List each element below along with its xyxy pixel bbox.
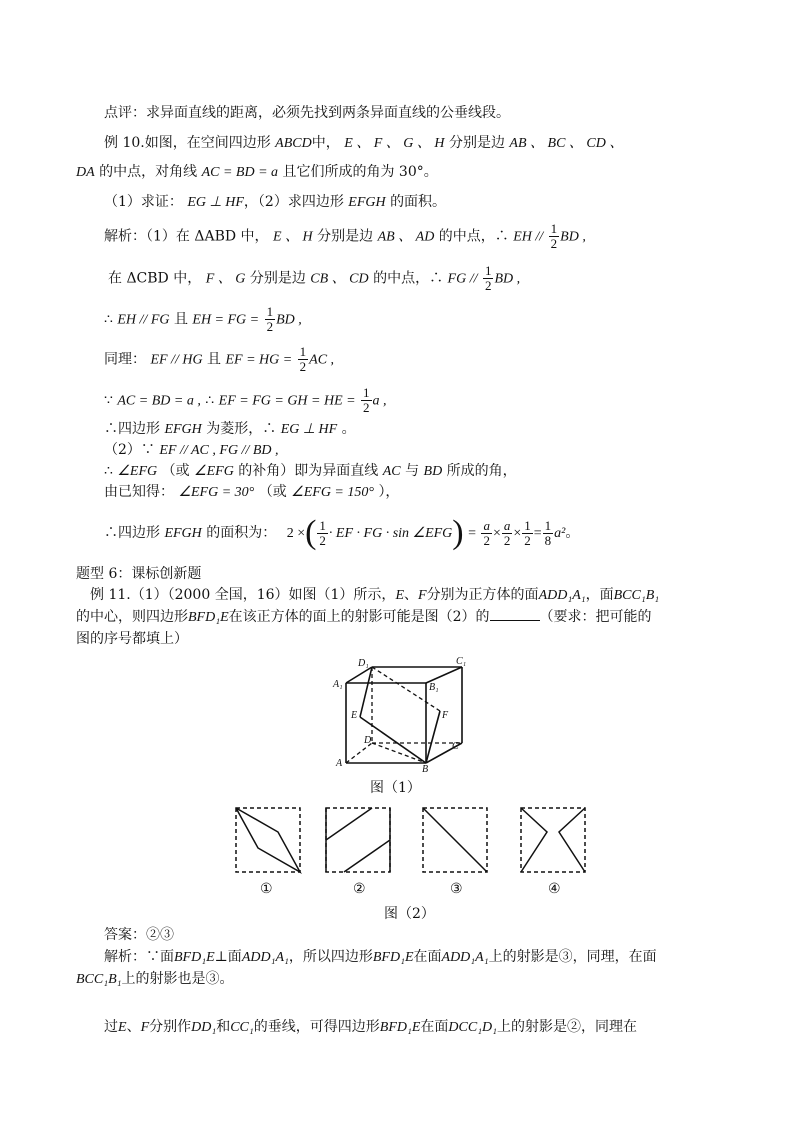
math: E (118, 1020, 127, 1035)
math: ADD₁A₁ (241, 950, 289, 965)
answer-line (104, 926, 174, 944)
fraction-half: $\frac{1}{2}$ (266, 304, 274, 334)
text: 的中点，∴ (373, 270, 444, 287)
math: 2 × (286, 526, 306, 541)
answer-blank (490, 608, 540, 621)
label-F: F (442, 710, 449, 721)
solution-area-line: ∴四边形 EFGH 的面积为： 2 ×( $\frac{1}{2}$ · EF · FG · sin ∠EFG) = $\frac{a}{2}$ × $\frac{a}{2}$ × $\frac{1}{2}$ = $\frac{1}{8}$ a²。 (104, 514, 580, 551)
solution-line3 (104, 305, 302, 334)
math: EFGH (164, 422, 202, 437)
text: 分别作 (149, 1019, 192, 1035)
fig1-caption (370, 779, 421, 797)
text: （1）求证： (104, 194, 183, 210)
caption-text: 图（1） (370, 780, 421, 796)
text: ∴ (205, 392, 215, 409)
comment-text: 点评：求异面直线的距离，必须先找到两条异面直线的公垂线段。 (104, 105, 510, 121)
option-4 (548, 880, 561, 898)
math: EFGH (164, 526, 202, 541)
math: ∠EFG = 30° (178, 485, 255, 500)
math: × (492, 526, 501, 541)
text: 上的射影是②，同理在 (497, 1019, 638, 1035)
label-E: E (351, 710, 358, 721)
text: 在 ΔCBD 中， (108, 270, 202, 287)
math: ADD₁A₁ (441, 950, 489, 965)
text: 的垂线，可得四边形 (253, 1019, 380, 1035)
math: CB 、 CD (310, 271, 369, 287)
solution-line8 (104, 462, 517, 481)
text: 。 (565, 525, 580, 541)
text: 解析：（1）在 ΔABD 中， (104, 228, 269, 245)
text: ，所以四边形 (288, 949, 373, 965)
explanation-line3 (104, 1018, 637, 1037)
math: EG ⊥ HF (280, 422, 338, 437)
fraction-a-half: $\frac{a}{2}$ (483, 517, 490, 548)
math: FG // (447, 271, 478, 287)
cube-figure (330, 655, 475, 775)
text: 图的序号都填上） (76, 631, 188, 647)
math: EH // FG (117, 312, 170, 328)
math: BCC₁B₁ (76, 972, 122, 987)
explanation-line2 (76, 970, 234, 989)
math: AB 、 AD (377, 229, 435, 245)
math: BD , (560, 229, 586, 245)
math: BFD₁E (174, 950, 215, 965)
label-B1: B₁ (429, 682, 439, 693)
solution-line5 (104, 386, 387, 415)
math: × (513, 526, 522, 541)
math: BFD₁E (379, 1020, 421, 1035)
text: ⊥面 (214, 949, 242, 965)
section-heading (76, 565, 201, 583)
answer-text: 答案：②③ (104, 927, 174, 943)
text: 解析：∵面 (104, 949, 174, 965)
text: 例 10.如图，在空间四边形 (104, 135, 271, 151)
math: AC = BD = a , (117, 393, 201, 409)
text: 为菱形，∴ (206, 421, 277, 437)
projection-4 (519, 806, 587, 874)
example10-line1 (104, 134, 623, 153)
math: ABCD (275, 136, 312, 151)
math: ∠EFG (117, 464, 158, 479)
option-label: ② (353, 881, 366, 897)
math: BD (423, 464, 443, 479)
text: 上的射影也是③。 (121, 971, 234, 987)
math: E 、 F 、 G 、 H (344, 136, 445, 151)
fraction-half: $\frac{1}{2}$ (484, 263, 492, 293)
label-D: D (364, 735, 372, 746)
text: 在该正方体的面上的射影可能是图（2）的 (228, 609, 490, 625)
option-2 (353, 880, 366, 898)
text: ，面 (585, 587, 614, 603)
fraction-eighth: $\frac{1}{8}$ (544, 517, 552, 548)
text: 、 (404, 587, 418, 603)
math: CC₁ (230, 1020, 254, 1035)
math: DD₁ (191, 1020, 217, 1035)
text: 由已知得： (104, 484, 174, 500)
example11-line1 (90, 586, 659, 605)
question-line (104, 193, 446, 212)
math: ∠EFG = 150° (291, 485, 374, 500)
math: F (140, 1020, 150, 1035)
text: 与 (405, 463, 420, 479)
example11-line2 (76, 608, 652, 627)
text: 同理： (104, 351, 146, 368)
option-label: ① (260, 881, 273, 897)
text: （要求：把可能的 (539, 609, 652, 625)
math: AC (382, 464, 401, 479)
text: 的面积。 (390, 194, 447, 210)
text: 的中点，对角线 (99, 164, 198, 180)
projection-3 (421, 806, 489, 874)
label-C1: C₁ (456, 656, 467, 667)
text: ∴四边形 (104, 421, 160, 437)
text: 且 (173, 311, 188, 328)
solution-line2 (108, 264, 520, 293)
text: ∴ (104, 463, 113, 479)
label-A: A (336, 758, 343, 769)
solution-line7 (104, 441, 279, 460)
math: DA (76, 165, 95, 180)
fraction-half: $\frac{1}{2}$ (363, 385, 370, 415)
label-B: B (422, 764, 429, 775)
math: BCC₁B₁ (613, 588, 660, 603)
math: E (395, 588, 404, 603)
math: a , (372, 393, 387, 409)
heading-text: 题型 6：课标创新题 (76, 566, 202, 582)
fig2-caption (384, 905, 435, 923)
math: EH // (513, 229, 544, 245)
projection-1 (234, 806, 302, 874)
math: AC = BD = a (201, 165, 279, 180)
text: 所成的角， (446, 463, 517, 479)
text: ∴ (104, 311, 113, 328)
explanation-line1 (104, 948, 657, 967)
fraction-half: $\frac{1}{2}$ (299, 344, 307, 374)
math: ∠EFG (194, 464, 234, 479)
math: EFGH (348, 195, 386, 210)
comment-line (104, 104, 510, 122)
solution-line6 (104, 420, 356, 439)
text: （或 (161, 463, 190, 479)
text: 在面 (420, 1019, 449, 1035)
math: DCC₁D₁ (448, 1020, 498, 1035)
text: 的中心，则四边形 (76, 609, 188, 625)
math: BD , (494, 271, 521, 287)
math: = (533, 526, 542, 541)
text: 分别为正方体的面 (426, 587, 539, 603)
math: BFD₁E (372, 950, 414, 965)
example10-line2 (76, 163, 438, 182)
option-3 (450, 880, 463, 898)
text: 在面 (413, 949, 442, 965)
math: BD , (276, 312, 302, 328)
text: 和 (216, 1019, 231, 1035)
solution-line4 (104, 345, 334, 374)
math: · EF · FG · sin ∠EFG (328, 526, 453, 541)
projection-2 (324, 806, 392, 874)
math: E 、 H (273, 229, 313, 245)
text: 上的射影是③，同理，在面 (488, 949, 657, 965)
option-label: ④ (548, 881, 561, 897)
label-C: C (452, 741, 459, 752)
math: BFD₁E (188, 610, 229, 625)
text: 且它们所成的角为 30°。 (282, 164, 438, 180)
math: = (468, 526, 476, 541)
text: ，（2）求四边形 (243, 194, 344, 210)
solution-line9 (104, 483, 399, 502)
text: 分别是边 (249, 270, 306, 287)
caption-text: 图（2） (384, 906, 435, 922)
text: 且 (207, 351, 222, 368)
label-D1: D₁ (358, 658, 369, 669)
math: EF = FG = GH = HE = (218, 393, 356, 409)
label-A1: A₁ (333, 679, 343, 690)
fraction-half: $\frac{1}{2}$ (550, 221, 558, 251)
math: AC , (309, 352, 335, 368)
text: 分别是边 (317, 228, 374, 245)
math: EH = FG = (192, 312, 260, 328)
math: AB 、 BC 、 CD 、 (509, 136, 624, 151)
text: 过 (104, 1019, 118, 1035)
text: ∵ (104, 392, 113, 409)
option-label: ③ (450, 881, 463, 897)
text: 例 11.（1）（2000 全国，16）如图（1）所示， (90, 587, 396, 603)
math: ADD₁A₁ (538, 588, 586, 603)
fraction-half: $\frac{1}{2}$ (319, 517, 326, 548)
math: F 、 G (205, 271, 246, 287)
text: 分别是边 (448, 135, 505, 151)
math: a² (554, 526, 566, 541)
fraction-half: $\frac{1}{2}$ (524, 517, 531, 548)
text: ）， (378, 484, 400, 500)
math: EF = HG = (225, 352, 293, 368)
math: EF // AC , FG // BD , (159, 443, 279, 458)
text: （或 (258, 484, 287, 500)
text: 中， (311, 135, 340, 151)
fraction-a-half: $\frac{a}{2}$ (503, 517, 511, 548)
text: 的中点，∴ (438, 228, 509, 245)
solution-line1 (104, 222, 586, 251)
math: EF // HG (150, 352, 203, 368)
text: （2）∵ (104, 442, 155, 458)
text: 、 (126, 1019, 141, 1035)
text: ∴四边形 (104, 525, 160, 541)
example11-line3 (76, 630, 188, 648)
math: F (418, 588, 427, 603)
math: EG ⊥ HF (187, 195, 244, 210)
text: 。 (341, 421, 356, 437)
option-1 (260, 880, 273, 898)
text: 的补角）即为异面直线 (238, 463, 379, 479)
text: 的面积为： (206, 525, 277, 541)
